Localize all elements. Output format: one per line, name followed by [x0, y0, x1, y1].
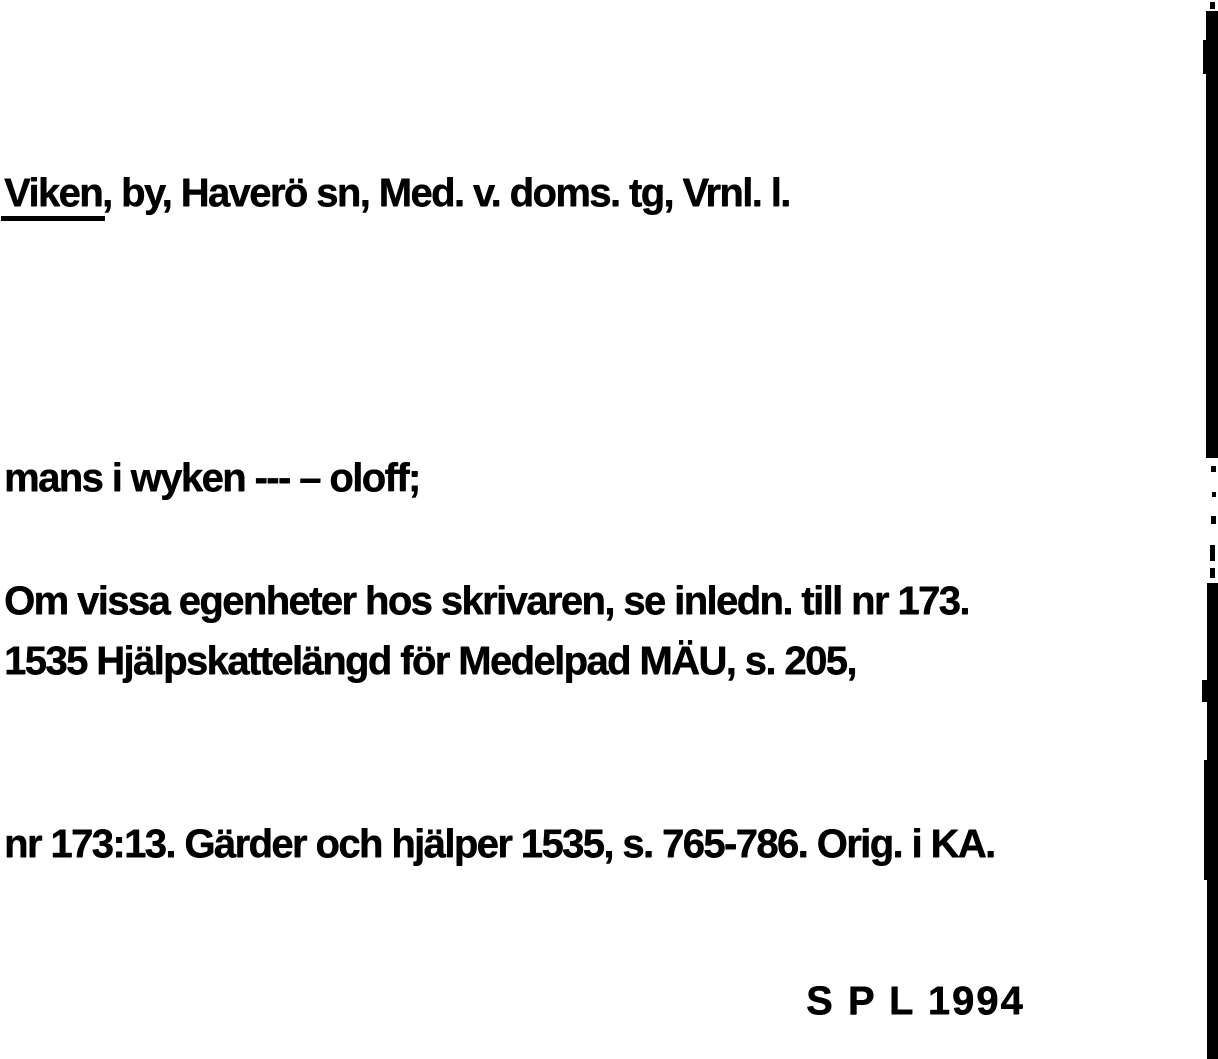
record-line-source-2: nr 173:13. Gärder och hjälper 1535, s. 765-786. Orig. i KA. [4, 822, 995, 866]
note-line: Om vissa egenheter hos skrivaren, se inledn. till nr 173. [4, 579, 969, 623]
record-line-excerpt: mans i wyken --- – oloff; [4, 456, 420, 500]
headword-line [4, 163, 790, 224]
headword: Viken [1, 171, 105, 221]
edge-segment [1207, 583, 1218, 1059]
edge-notch [1202, 680, 1211, 702]
edge-dot [1211, 466, 1216, 472]
edge-dot [1210, 2, 1215, 9]
edge-tick [1204, 760, 1208, 880]
record-block [4, 326, 995, 997]
edge-dot [1211, 516, 1216, 524]
edge-dash [1210, 545, 1215, 561]
headword-suffix: , by, Haverö sn, Med. v. doms. tg, Vrnl. l. [102, 171, 790, 215]
signature: S P L 1994 [806, 979, 1025, 1023]
edge-dash [1210, 568, 1215, 578]
record-line-source-1: 1535 Hjälpskattelängd för Medelpad MÄU, s. 205, [4, 639, 856, 683]
edge-dot [1212, 492, 1216, 497]
edge-segment [1206, 11, 1218, 458]
edge-tick [1203, 40, 1207, 74]
